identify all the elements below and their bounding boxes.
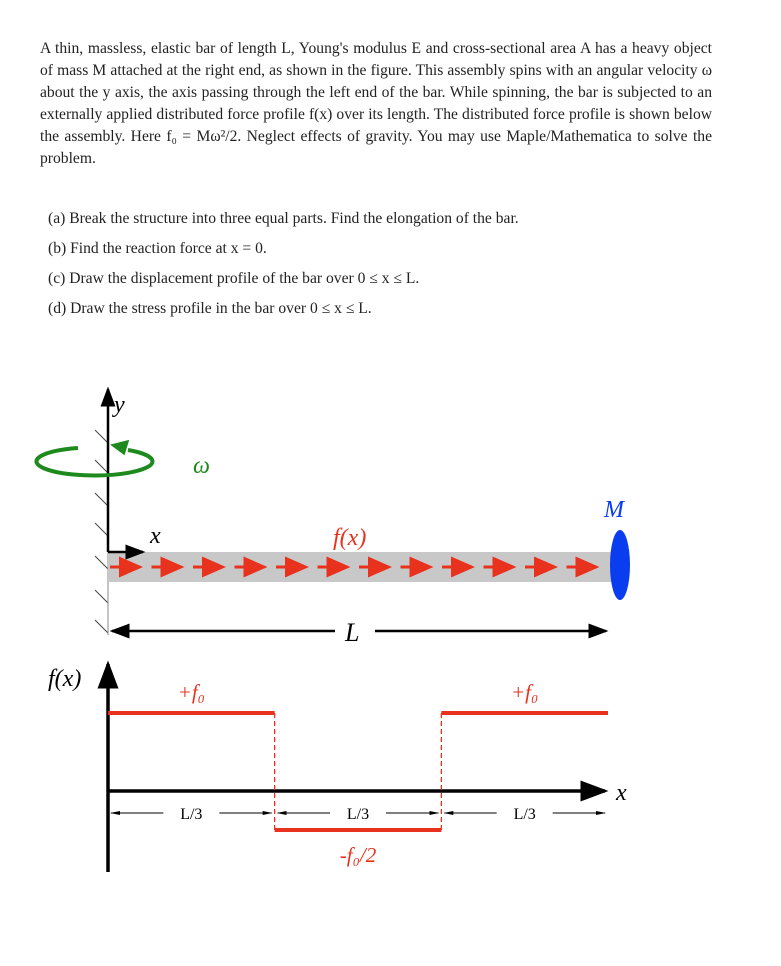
rotation-arrowhead-icon <box>109 437 130 456</box>
chart-data-label: +f₀ <box>511 680 539 704</box>
chart-data-label: -f₀/2 <box>339 843 377 867</box>
mass <box>610 530 630 600</box>
part-a: (a) Break the structure into three equal parts. Find the elongation of the bar. <box>48 210 519 227</box>
interval-label: L/3 <box>180 806 203 823</box>
part-c: (c) Draw the displacement profile of the bar over 0 ≤ x ≤ L. <box>48 270 420 287</box>
part-d: (d) Draw the stress profile in the bar over 0 ≤ x ≤ L. <box>48 300 372 317</box>
omega-label: ω <box>193 453 210 479</box>
x-axis-label: x <box>150 523 161 549</box>
length-label: L <box>345 618 360 647</box>
part-b: (b) Find the reaction force at x = 0. <box>48 240 267 257</box>
rotation-arrow-icon <box>36 448 152 475</box>
mass-label: M <box>604 497 624 523</box>
interval-label: L/3 <box>513 806 536 823</box>
chart-data-label: +f₀ <box>177 680 205 704</box>
force-label: f(x) <box>333 525 367 551</box>
chart-x-label: x <box>616 780 627 806</box>
problem-paragraph: A thin, massless, elastic bar of length L, Young's modulus E and cross-sectional area A has a heavy object of mass M attached at the right end, as shown in the figure. This assembly spins with an angular velocity ω about the y axis, the axis passing through the left end of the bar. While spinning, the bar is subjected to an externally applied distributed force profile f(x) over its length. The distributed force profile is shown below the assembly. Here f₀ = Mω²/2. Neglect effects of gravity. You may use Maple/Mathematica to solve the problem. <box>40 40 712 167</box>
y-axis-label: y <box>114 392 125 418</box>
interval-label: L/3 <box>346 806 370 823</box>
chart-y-label: f(x) <box>48 666 82 692</box>
wall-hatch-icon <box>95 430 108 635</box>
